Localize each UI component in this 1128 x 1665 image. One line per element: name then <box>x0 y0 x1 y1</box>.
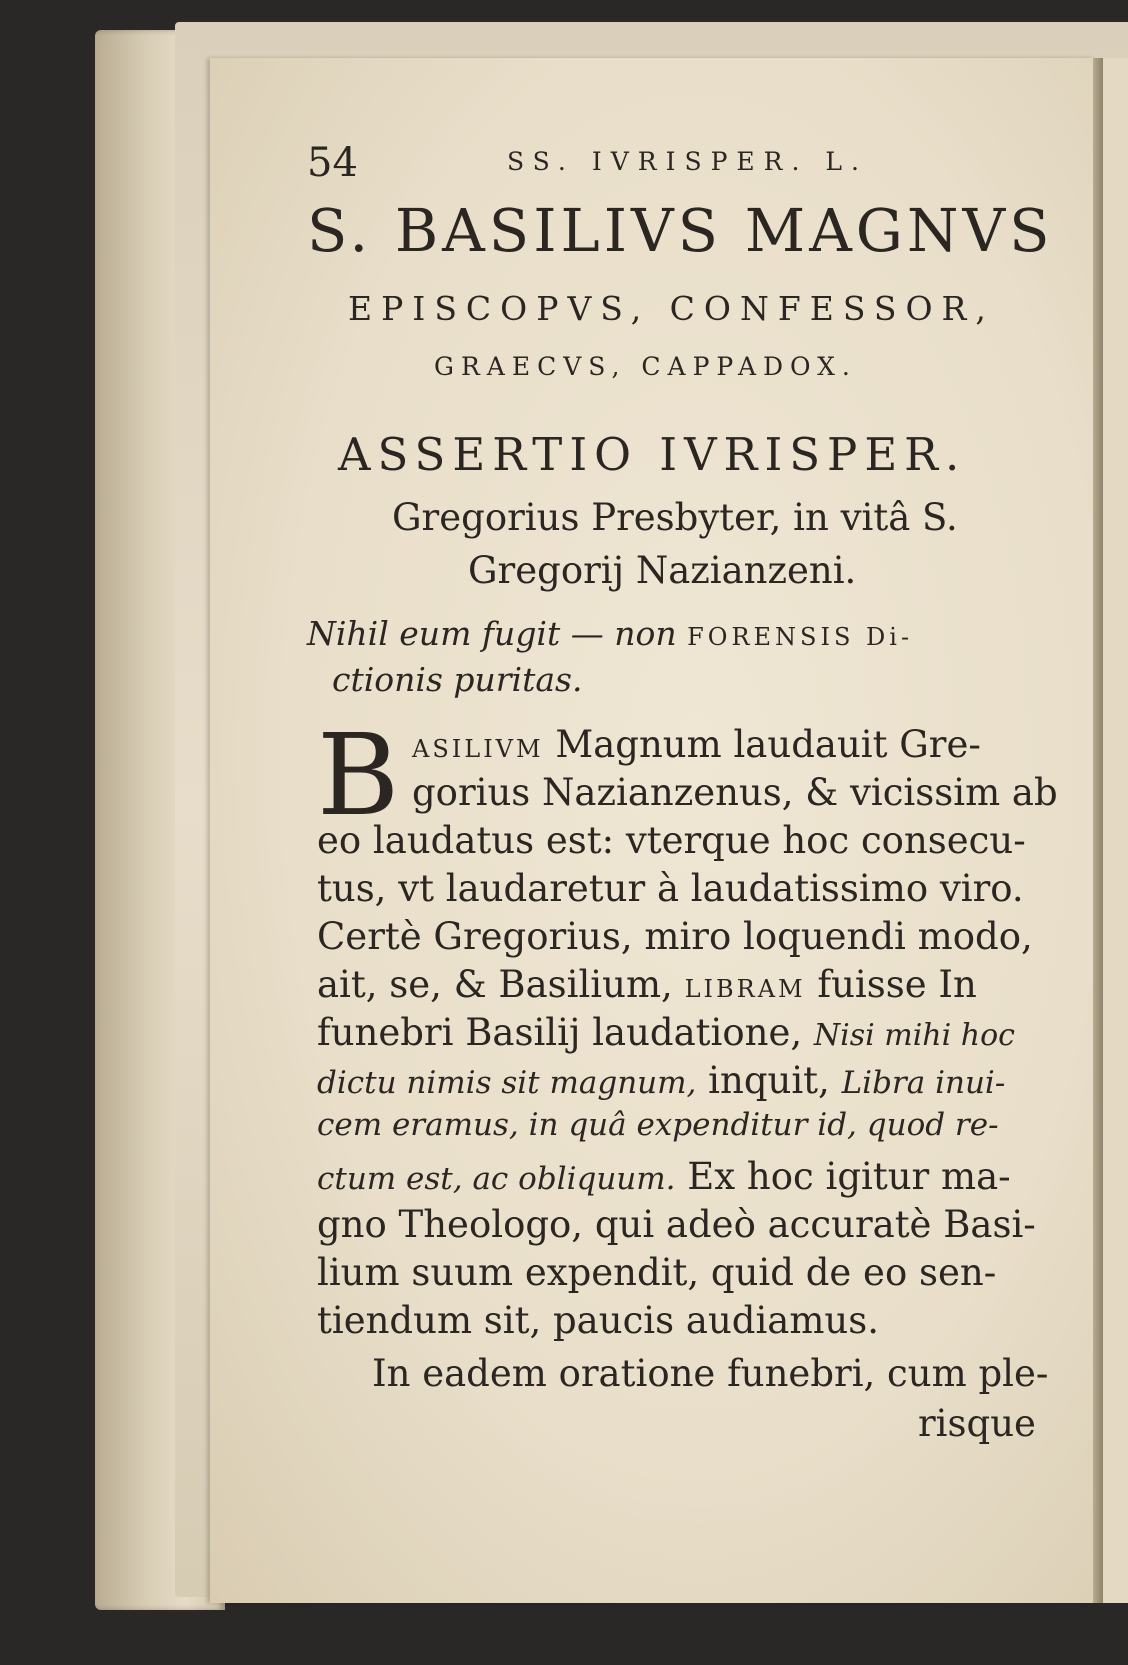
body-line-9: cem eramus, in quâ expenditur id, quod re- <box>317 1107 999 1143</box>
motto-smallcaps: FORENSIS Di- <box>687 623 914 651</box>
running-head: SS. IVRISPER. L. <box>507 147 868 176</box>
motto-italic: Nihil eum fugit — non <box>307 614 677 653</box>
source-line-2: Gregorij Nazianzeni. <box>468 549 857 592</box>
body-italic: ctum est, ac obliquum. <box>317 1161 676 1197</box>
source-line-1: Gregorius Presbyter, in vitâ S. <box>392 496 958 539</box>
body-text: Magnum laudauit Gre- <box>555 723 981 766</box>
body-italic: Nisi mihi hoc <box>813 1018 1015 1053</box>
catchword: risque <box>918 1402 1036 1445</box>
motto-line-2: ctionis puritas. <box>332 660 583 699</box>
body-line-10 <box>317 1155 1011 1198</box>
section-heading: ASSERTIO IVRISPER. <box>338 428 967 481</box>
body-line-11: gno Theologo, qui adeò accuratè Basi- <box>317 1203 1036 1246</box>
drop-capital: B <box>317 711 400 841</box>
body-italic: Libra inui- <box>841 1065 1006 1101</box>
body-line-8 <box>317 1059 1005 1102</box>
body-line-5: Certè Gregorius, miro loquendi modo, <box>317 915 1033 958</box>
body-line-4: tus, vt laudaretur à laudatissimo viro. <box>317 867 1024 910</box>
body-italic: dictu nimis sit magnum, <box>317 1065 697 1101</box>
body-smallcaps: ASILIVM <box>412 735 544 763</box>
title-line-1: S. BASILIVS MAGNVS <box>307 196 1054 265</box>
motto-line-1 <box>307 614 913 653</box>
title-line-2: EPISCOPVS, CONFESSOR, <box>348 289 995 328</box>
body-line-6 <box>317 963 977 1006</box>
folio-number: 54 <box>307 140 358 186</box>
title-line-3: GRAECVS, CAPPADOX. <box>434 352 857 381</box>
body-text: inquit, <box>708 1059 830 1102</box>
body-line-3: eo laudatus est: vterque hoc consecu- <box>317 819 1026 862</box>
body-text: fuisse In <box>817 963 977 1006</box>
body-line-7 <box>317 1011 1015 1054</box>
body-line-13: tiendum sit, paucis audiamus. <box>317 1299 880 1342</box>
body-text: ait, se, & Basilium, <box>317 963 673 1006</box>
body-line-12: lium suum expendit, quid de eo sen- <box>317 1251 997 1294</box>
body-line-14: In eadem oratione funebri, cum ple- <box>372 1352 1049 1395</box>
body-line-2: gorius Nazianzenus, & vicissim ab <box>412 771 1058 814</box>
body-text: Ex hoc igitur ma- <box>687 1155 1011 1198</box>
body-text: funebri Basilij laudatione, <box>317 1011 803 1054</box>
body-line-1 <box>412 723 981 766</box>
body-smallcaps: LIBRAM <box>684 975 806 1003</box>
